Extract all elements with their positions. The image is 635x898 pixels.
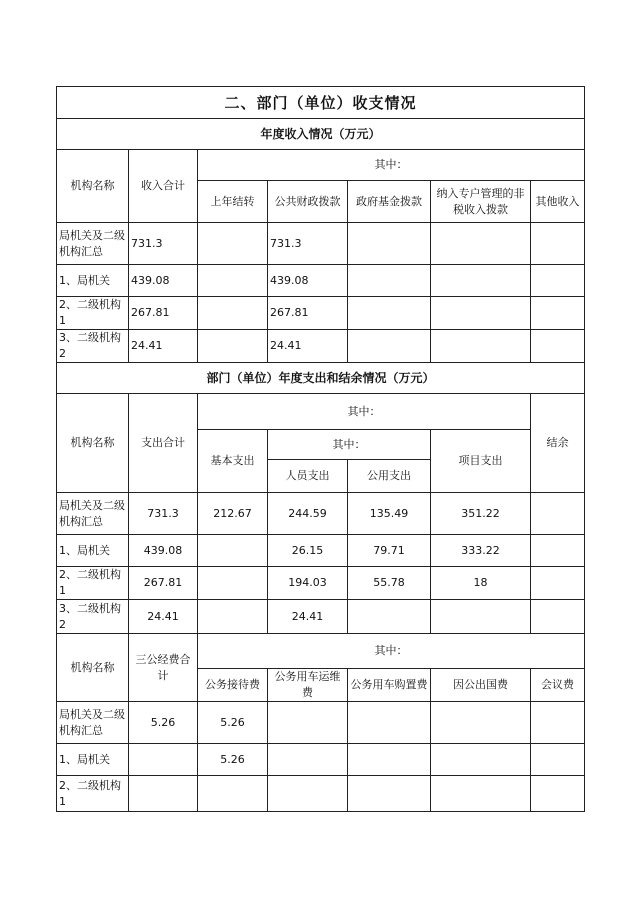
table-row [57,567,585,600]
sangong-cell: 5.26 [198,702,268,744]
table-row [57,297,585,330]
table-row [57,776,585,812]
income-org-header: 机构名称 [57,150,129,223]
income-row-name: 2、二级机构 1 [57,297,129,330]
table-row [57,744,585,776]
expense-row-total: 439.08 [129,535,198,567]
income-row-total: 24.41 [129,330,198,363]
expense-row-basic [198,600,268,634]
income-cell [431,265,531,297]
sangong-cell [531,744,585,776]
sangong-cell [268,744,348,776]
income-cell [531,330,585,363]
income-cell [348,223,431,265]
sangong-cell [268,702,348,744]
income-cell: 439.08 [268,265,348,297]
page-title: 二、部门（单位）收支情况 [57,87,585,119]
sangong-cell [531,702,585,744]
table-row [57,330,585,363]
sangong-cell [431,744,531,776]
income-cell [531,297,585,330]
sangong-row-name: 2、二级机构 1 [57,776,129,812]
income-cell [348,297,431,330]
expense-balance-header: 结余 [531,394,585,493]
expense-row-public: 55.78 [348,567,431,600]
table-row [57,535,585,567]
income-row-name: 3、二级机构 2 [57,330,129,363]
expense-personnel-header: 人员支出 [268,460,348,493]
expense-section-title: 部门（单位）年度支出和结余情况（万元） [57,363,585,394]
income-row-total: 439.08 [129,265,198,297]
income-cell [198,330,268,363]
revenue-expenditure-table [56,86,585,812]
expense-row-balance [531,600,585,634]
income-cell: 731.3 [268,223,348,265]
sangong-col-vehicle-maintenance: 公务用车运维费 [268,669,348,702]
income-row-total: 267.81 [129,297,198,330]
income-cell [531,265,585,297]
income-cell [348,330,431,363]
sangong-cell [198,776,268,812]
income-col-government-fund: 政府基金拨款 [348,181,431,223]
expense-row-balance [531,567,585,600]
expense-row-project [431,600,531,634]
expense-row-public: 135.49 [348,493,431,535]
sangong-col-meeting: 会议费 [531,669,585,702]
income-cell: 267.81 [268,297,348,330]
table-row [57,600,585,634]
expense-row-name: 2、二级机构 1 [57,567,129,600]
income-row-total: 731.3 [129,223,198,265]
sangong-cell [431,776,531,812]
revenue-expenditure-sheet [56,86,584,812]
income-cell [198,265,268,297]
expense-row-total: 267.81 [129,567,198,600]
sangong-cell [531,776,585,812]
income-total-header: 收入合计 [129,150,198,223]
income-cell [431,297,531,330]
income-cell [198,297,268,330]
expense-row-personnel: 194.03 [268,567,348,600]
table-row [57,702,585,744]
income-col-public-finance: 公共财政拨款 [268,181,348,223]
sangong-cell [431,702,531,744]
expense-row-name: 局机关及二级机构汇总 [57,493,129,535]
expense-row-basic [198,535,268,567]
income-cell: 24.41 [268,330,348,363]
income-row-name: 局机关及二级机构汇总 [57,223,129,265]
table-row [57,223,585,265]
table-row [57,493,585,535]
expense-public-header: 公用支出 [348,460,431,493]
sangong-row-name: 1、局机关 [57,744,129,776]
expense-total-header: 支出合计 [129,394,198,493]
expense-row-public: 79.71 [348,535,431,567]
expense-row-project: 18 [431,567,531,600]
sangong-cell [348,744,431,776]
income-col-non-tax: 纳入专户管理的非税收入拨款 [431,181,531,223]
expense-row-personnel: 24.41 [268,600,348,634]
expense-row-public [348,600,431,634]
expense-row-personnel: 244.59 [268,493,348,535]
sangong-col-overseas: 因公出国费 [431,669,531,702]
sangong-cell [348,776,431,812]
expense-among-header: 其中： [198,394,531,430]
income-cell [348,265,431,297]
sangong-col-vehicle-purchase: 公务用车购置费 [348,669,431,702]
expense-org-header: 机构名称 [57,394,129,493]
sangong-total-header: 三公经费合计 [129,634,198,702]
sangong-cell [268,776,348,812]
sangong-row-total [129,776,198,812]
income-row-name: 1、局机关 [57,265,129,297]
sangong-among-header: 其中： [198,634,585,669]
expense-row-project: 333.22 [431,535,531,567]
sangong-cell [348,702,431,744]
expense-row-basic: 212.67 [198,493,268,535]
expense-row-balance [531,535,585,567]
income-section-title: 年度收入情况（万元） [57,119,585,150]
income-cell [531,223,585,265]
expense-project-header: 项目支出 [431,430,531,493]
income-cell [431,330,531,363]
sangong-org-header: 机构名称 [57,634,129,702]
expense-row-project: 351.22 [431,493,531,535]
expense-basic-header: 基本支出 [198,430,268,493]
expense-row-personnel: 26.15 [268,535,348,567]
income-cell [198,223,268,265]
income-cell [431,223,531,265]
expense-row-basic [198,567,268,600]
sangong-cell: 5.26 [198,744,268,776]
income-among-header: 其中： [198,150,585,181]
expense-among2-header: 其中： [268,430,431,460]
sangong-row-name: 局机关及二级机构汇总 [57,702,129,744]
expense-row-total: 731.3 [129,493,198,535]
income-col-carryover: 上年结转 [198,181,268,223]
expense-row-name: 1、局机关 [57,535,129,567]
expense-row-balance [531,493,585,535]
sangong-row-total: 5.26 [129,702,198,744]
sangong-row-total [129,744,198,776]
sangong-col-reception: 公务接待费 [198,669,268,702]
table-row [57,265,585,297]
income-col-other: 其他收入 [531,181,585,223]
expense-row-total: 24.41 [129,600,198,634]
expense-row-name: 3、二级机构 2 [57,600,129,634]
